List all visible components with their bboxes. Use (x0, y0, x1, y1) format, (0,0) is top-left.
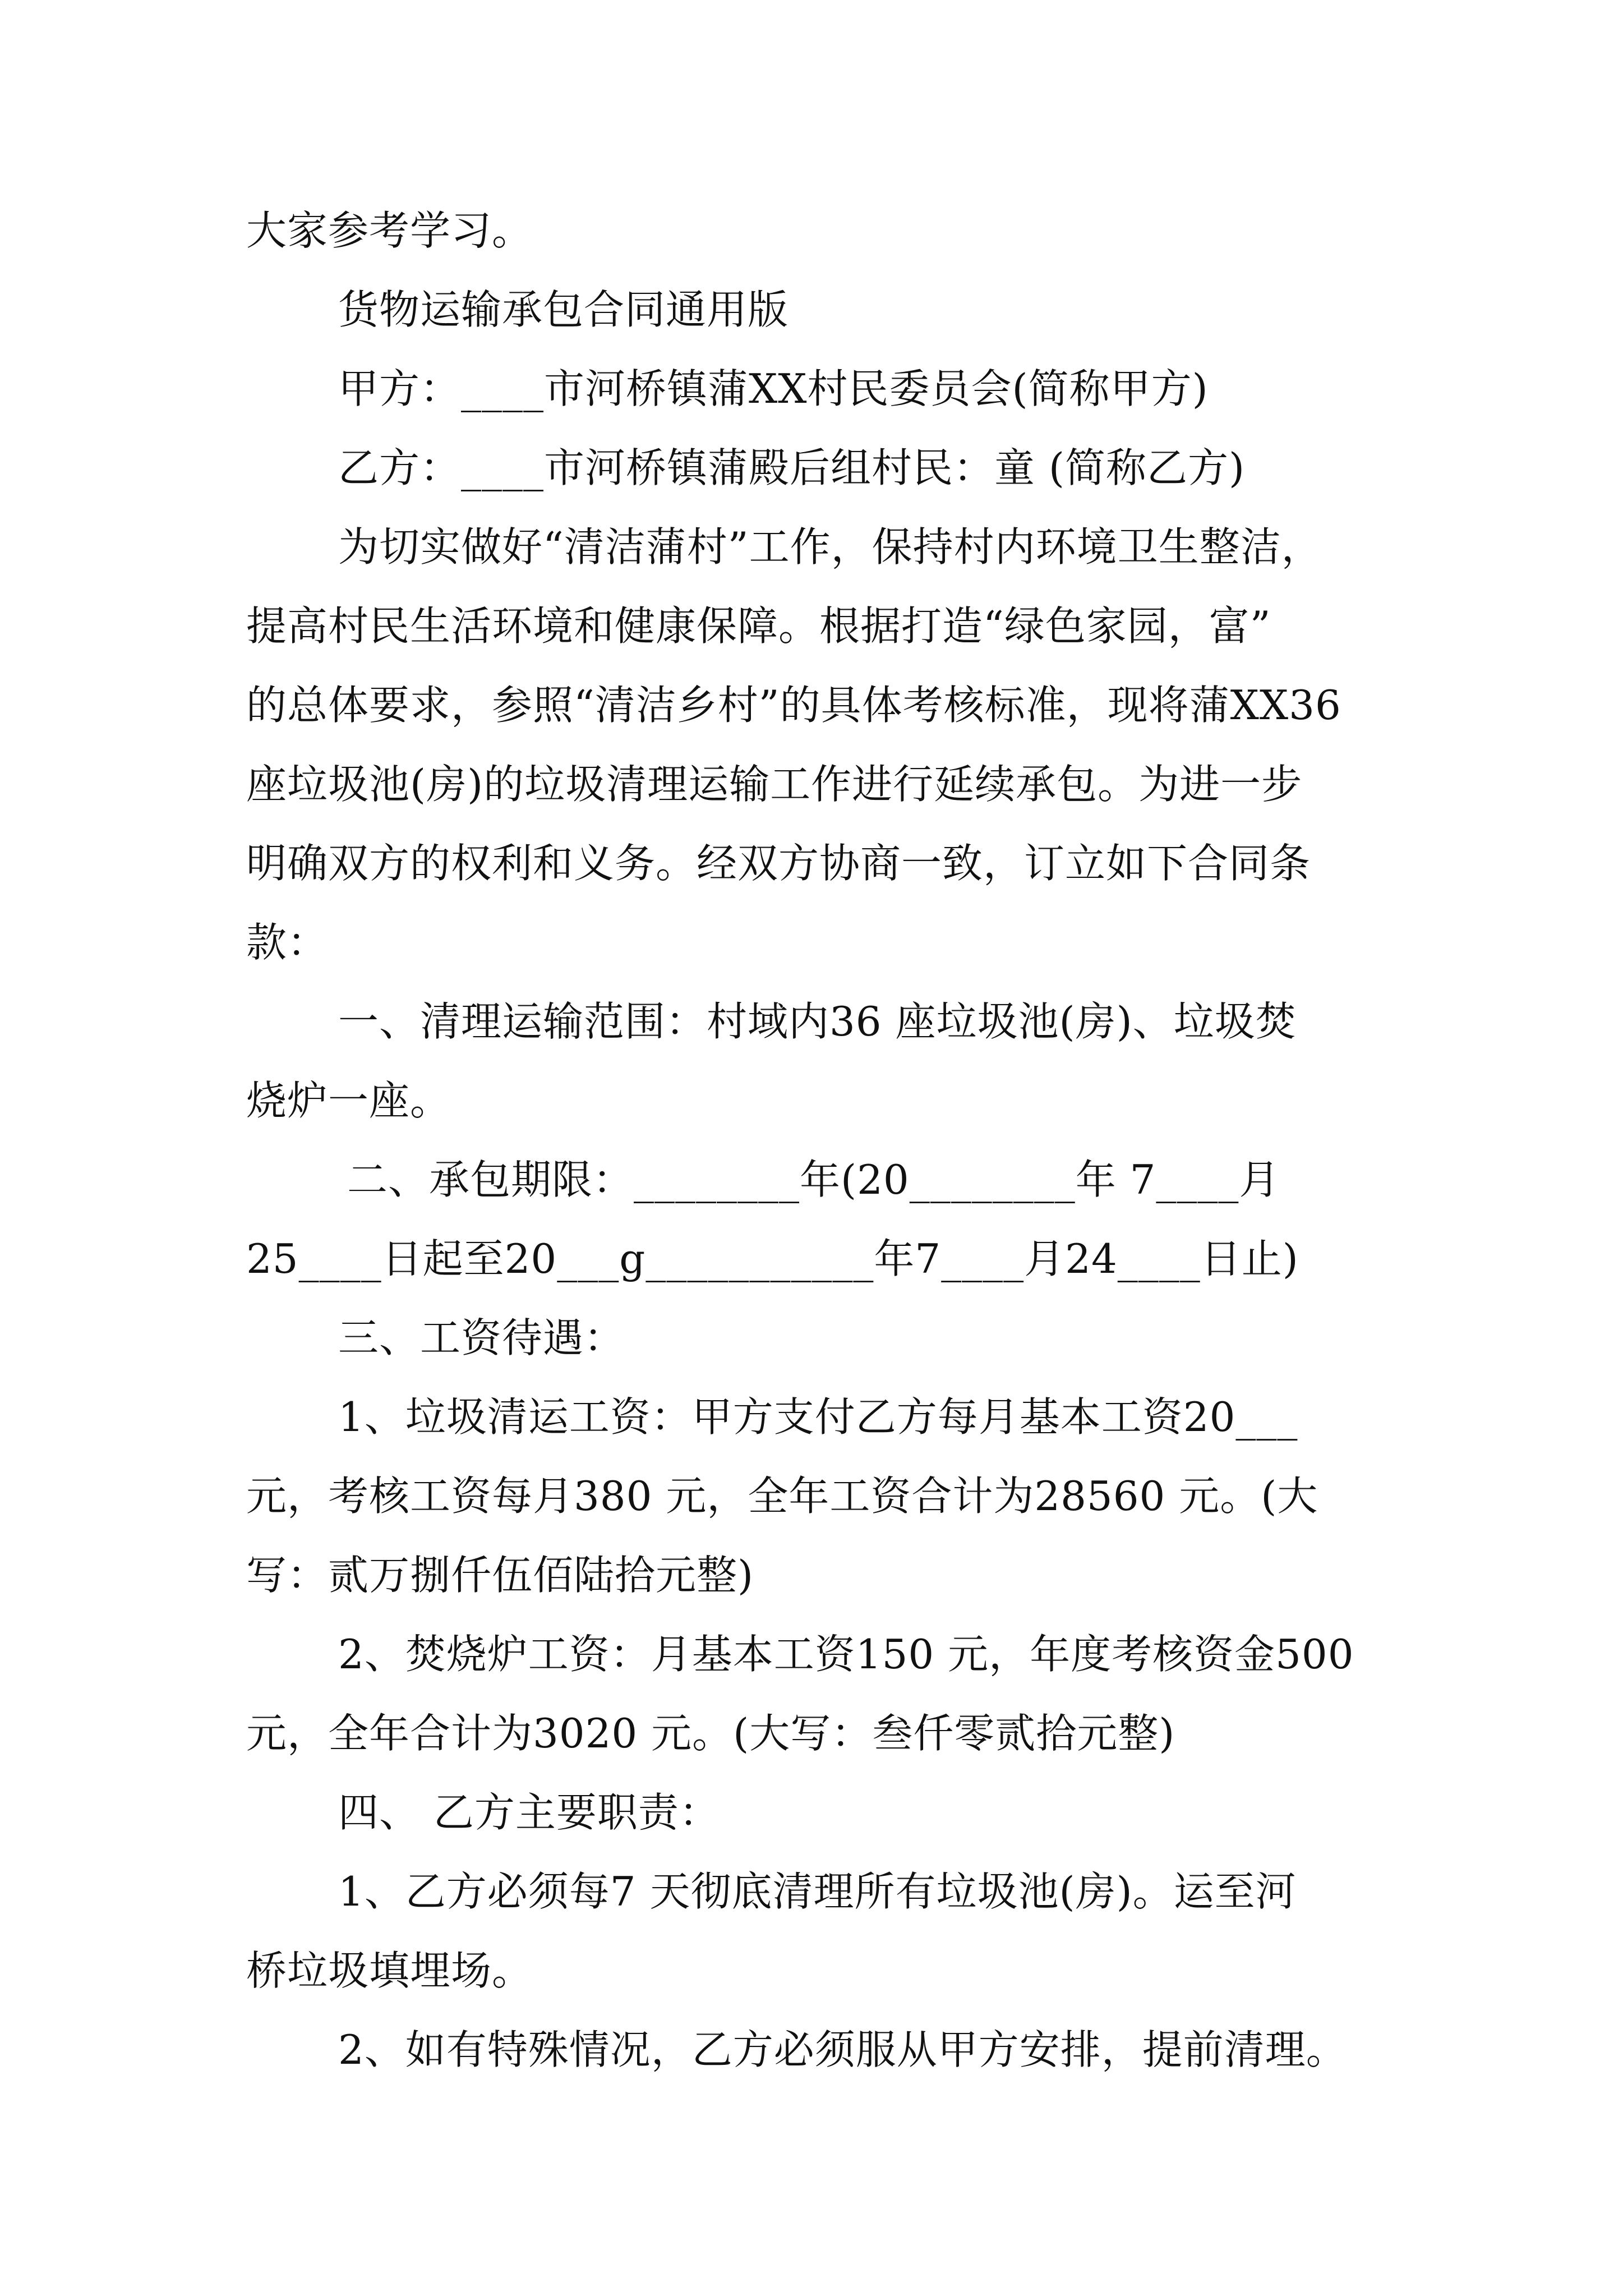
document-title: 货物运输承包合同通用版 (338, 286, 789, 333)
section-4-heading: 四、 乙方主要职责： (338, 1789, 720, 1836)
preamble-line-3: 的总体要求，参照“清洁乡村”的具体考核标准，现将蒲XX36 (246, 682, 1341, 729)
document-body (246, 207, 1385, 2109)
section-3-item-1-line-2: 元，考核工资每月380 元，全年工资合计为28560 元。(大 (246, 1473, 1318, 1520)
section-3-item-1-line-1: 1、垃圾清运工资：甲方支付乙方每月基本工资20___ (338, 1393, 1298, 1441)
section-3-item-2-line-1: 2、焚烧炉工资：月基本工资150 元，年度考核资金500 (338, 1631, 1354, 1678)
preamble-line-2: 提高村民生活环境和健康保障。根据打造“绿色家园，富” (246, 602, 1271, 650)
section-2-line-1: 二、承包期限：________年(20________年 7____月 (347, 1156, 1280, 1203)
preamble-line-5: 明确双方的权利和义务。经双方协商一致，订立如下合同条 (246, 840, 1311, 887)
section-4-item-1-line-1: 1、乙方必须每7 天彻底清理所有垃圾池(房)。运至河 (338, 1868, 1297, 1915)
section-4-item-1-line-2: 桥垃圾填埋场。 (246, 1947, 533, 1994)
section-1-line-1: 一、清理运输范围：村域内36 座垃圾池(房)、垃圾焚 (338, 998, 1297, 1045)
section-3-item-2-line-2: 元，全年合计为3020 元。(大写：叁仟零贰拾元整) (246, 1710, 1175, 1757)
section-4-item-2-line-1: 2、如有特殊情况，乙方必须服从甲方安排，提前清理。 (338, 2026, 1347, 2073)
preamble-line-6: 款： (246, 919, 329, 966)
preamble-line-1: 为切实做好“清洁蒲村”工作，保持村内环境卫生整洁， (338, 523, 1322, 570)
party-a-line: 甲方：____市河桥镇蒲XX村民委员会(简称甲方) (338, 365, 1209, 412)
text-line-intro-end: 大家参考学习。 (246, 207, 533, 254)
party-b-line: 乙方：____市河桥镇蒲殿后组村民：童 (简称乙方) (338, 444, 1246, 491)
section-3-item-1-line-3: 写：贰万捌仟伍佰陆拾元整) (246, 1552, 754, 1599)
section-1-line-2: 烧炉一座。 (246, 1077, 451, 1124)
preamble-line-4: 座垃圾池(房)的垃圾清理运输工作进行延续承包。为进一步 (246, 761, 1303, 808)
section-2-line-2: 25____日起至20___g___________年7____月24____日止) (246, 1235, 1299, 1282)
section-3-heading: 三、工资待遇： (338, 1314, 625, 1361)
